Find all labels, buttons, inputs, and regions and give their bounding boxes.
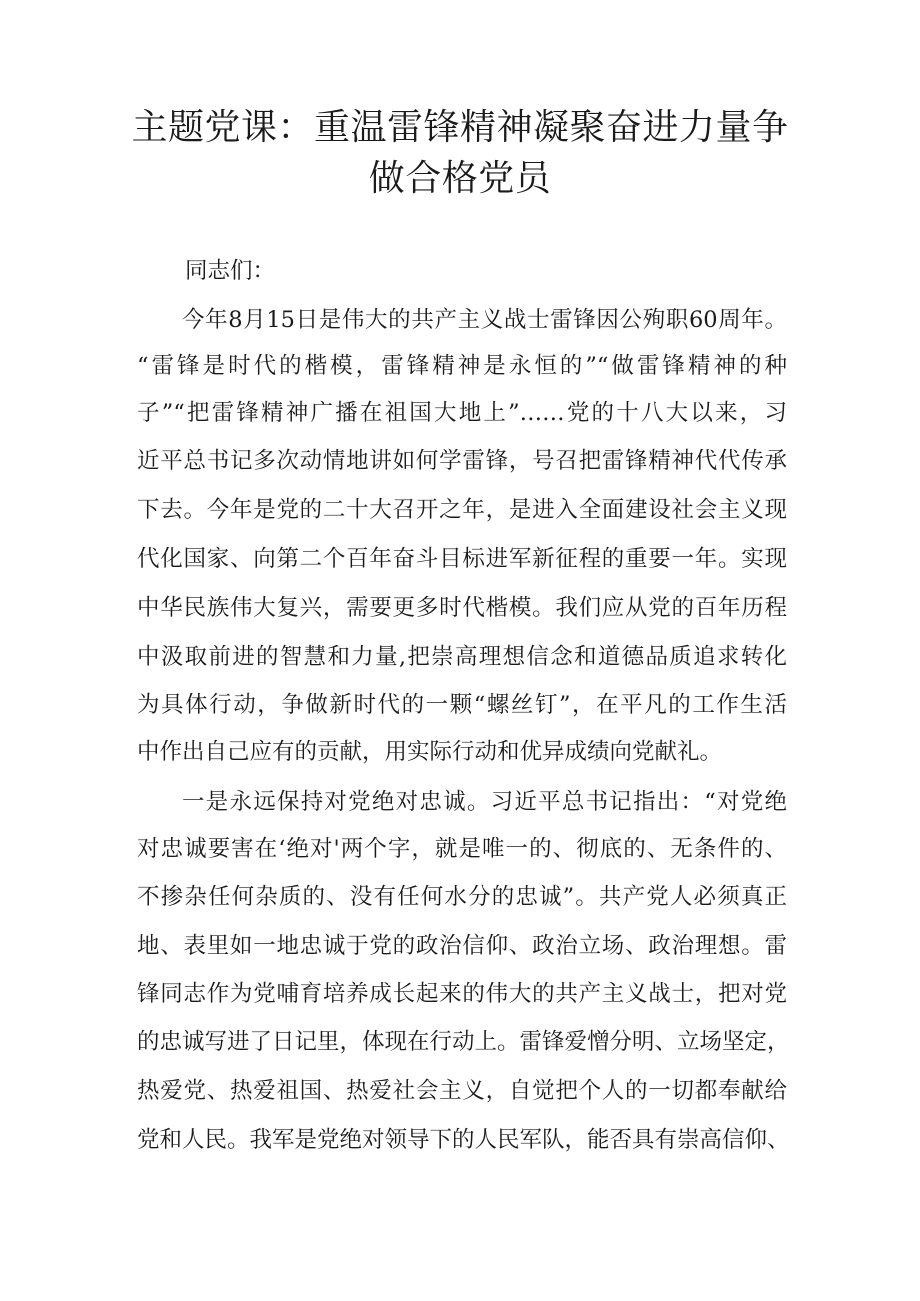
body-line: 中汲取前进的智慧和力量,把崇高理想信念和道德品质追求转化 — [137, 644, 787, 670]
body-line: 的忠诚写进了日记里，体现在行动上。雷锋爱憎分明、立场坚定， — [137, 1029, 790, 1055]
document-title-line-2: 做合格党员 — [368, 158, 552, 199]
body-line: 下去。今年是党的二十大召开之年，是进入全面建设社会主义现 — [137, 497, 787, 523]
body-line: 一是永远保持对党绝对忠诚。习近平总书记指出：“对党绝 — [182, 789, 787, 815]
salutation: 同志们： — [185, 258, 276, 284]
body-line: 地、表里如一地忠诚于党的政治信仰、政治立场、政治理想。雷 — [137, 933, 787, 959]
body-line: 近平总书记多次动情地讲如何学雷锋，号召把雷锋精神代代传承 — [137, 448, 787, 474]
body-line: 锋同志作为党哺育培养成长起来的伟大的共产主义战士，把对党 — [137, 981, 787, 1007]
body-line: “雷锋是时代的楷模，雷锋精神是永恒的”“做雷锋精神的种 — [137, 353, 787, 379]
body-line: 今年8月15日是伟大的共产主义战士雷锋因公殉职60周年。 — [182, 307, 787, 333]
body-line: 中华民族伟大复兴，需要更多时代楷模。我们应从党的百年历程 — [137, 595, 787, 621]
body-line: 为具体行动，争做新时代的一颗“螺丝钉”，在平凡的工作生活 — [137, 692, 787, 718]
document-title-line-1: 主题党课：重温雷锋精神凝聚奋进力量争 — [131, 107, 789, 148]
body-line: 中作出自己应有的贡献，用实际行动和优异成绩向党献礼。 — [137, 739, 723, 765]
body-line: 党和人民。我军是党绝对领导下的人民军队，能否具有崇高信仰、 — [137, 1127, 790, 1153]
body-line: 代化国家、向第二个百年奋斗目标进军新征程的重要一年。实现 — [137, 546, 787, 572]
body-line: 热爱党、热爱祖国、热爱社会主义，自觉把个人的一切都奉献给 — [137, 1078, 787, 1104]
body-line: 对忠诚要害在‘绝对'两个字，就是唯一的、彻底的、无条件的、 — [137, 836, 787, 862]
body-line: 子”“把雷锋精神广播在祖国大地上”……党的十八大以来，习 — [137, 400, 787, 426]
body-line: 不掺杂任何杂质的、没有任何水分的忠诚”。共产党人必须真正 — [137, 884, 787, 910]
